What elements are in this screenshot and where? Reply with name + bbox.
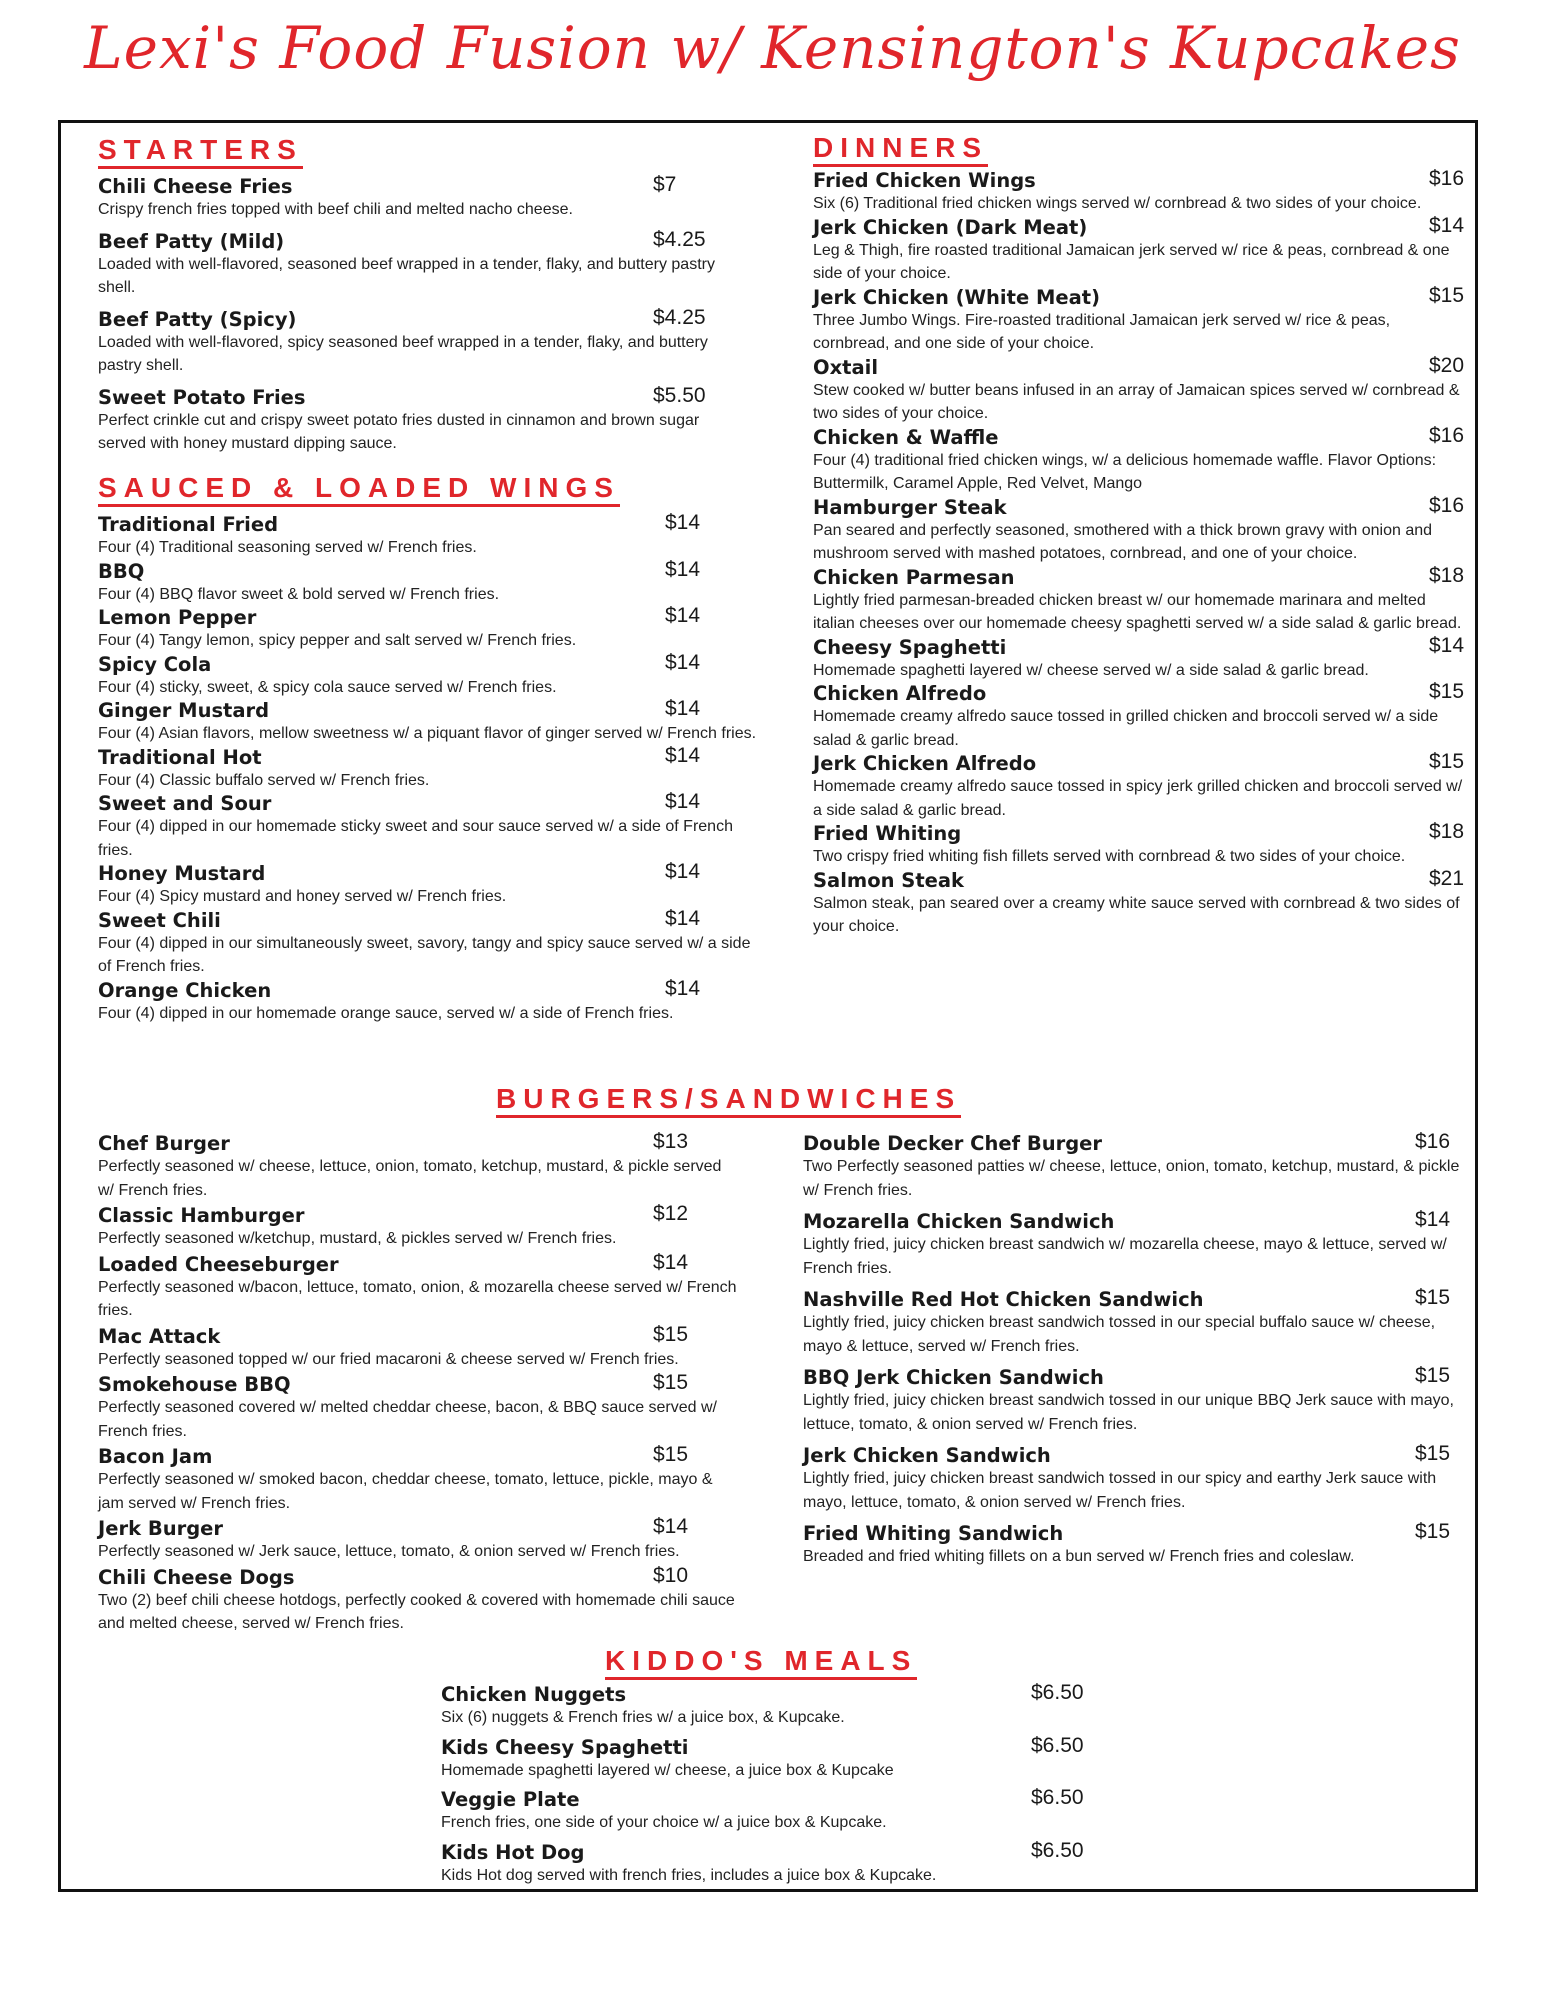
menu-item <box>98 906 760 979</box>
menu-item-name: Mozarella Chicken Sandwich <box>803 1210 1115 1233</box>
dinners-section <box>813 133 1468 939</box>
menu-item-name: Orange Chicken <box>98 978 272 1002</box>
menu-item <box>98 305 720 378</box>
menu-item-price: $14 <box>665 511 701 534</box>
menu-item-price: $20 <box>1429 353 1465 377</box>
menu-item-description: Perfectly seasoned w/ketchup, mustard, & pickles served w/ French fries. <box>98 1230 617 1247</box>
menu-item-name: Nashville Red Hot Chicken Sandwich <box>803 1288 1204 1311</box>
menu-item <box>441 1786 1084 1835</box>
menu-item-name: Ginger Mustard <box>98 699 270 722</box>
menu-item <box>813 822 1468 869</box>
menu-item-price: $14 <box>1429 633 1465 657</box>
menu-item-name: Cheesy Spaghetti <box>813 635 1007 659</box>
menu-item-description: Homemade spaghetti layered w/ cheese served w/ a side salad & garlic bread. <box>813 661 1369 679</box>
menu-item-name: Jerk Chicken (White Meat) <box>813 285 1100 309</box>
menu-item-name: Hamburger Steak <box>813 495 1007 519</box>
menu-item-description: Lightly fried parmesan-breaded chicken breast w/ our homemade marinara and melted italian cheeses over our homemade cheesy spaghetti served w/ a side salad & garlic bread. <box>813 591 1462 632</box>
menu-item-description: Homemade creamy alfredo sauce tossed in grilled chicken and broccoli served w/ a side salad & garlic bread. <box>813 708 1439 749</box>
menu-item-description: Four (4) Classic buffalo served w/ French fries. <box>98 771 430 789</box>
menu-item-price: $6.50 <box>1031 1733 1084 1757</box>
menu-item <box>803 1444 1463 1514</box>
dinners-list <box>813 169 1468 939</box>
menu-item-price: $15 <box>1429 680 1465 703</box>
menu-item-name: Spicy Cola <box>98 652 212 676</box>
menu-item-price: $14 <box>653 1250 689 1274</box>
menu-item <box>98 1204 738 1251</box>
menu-item <box>803 1366 1463 1436</box>
menu-item-price: $6.50 <box>1031 1786 1084 1809</box>
menu-item-price: $14 <box>665 906 701 930</box>
menu-item-price: $5.50 <box>653 383 706 407</box>
burgers-right-list <box>803 1132 1463 1569</box>
menu-item-description: Perfectly seasoned w/bacon, lettuce, tomato, onion, & mozarella cheese served w/ French fries. <box>98 1278 737 1319</box>
menu-item-description: Two Perfectly seasoned patties w/ cheese, lettuce, onion, tomato, ketchup, mustard, & pickle w/ French fries. <box>803 1158 1460 1199</box>
menu-item <box>813 169 1468 216</box>
menu-item <box>98 1373 738 1443</box>
menu-item-name: Chef Burger <box>98 1132 230 1155</box>
menu-item-name: Chicken Alfredo <box>813 682 987 705</box>
menu-item-name: Traditional Fried <box>98 513 279 536</box>
menu-item <box>441 1681 1084 1730</box>
menu-item-description: Perfectly seasoned w/ cheese, lettuce, onion, tomato, ketchup, mustard, & pickle served w/ French fries. <box>98 1158 722 1199</box>
restaurant-title: Lexi's Food Fusion w/ Kensington's Kupcakes <box>84 14 1461 82</box>
menu-item-price: $10 <box>653 1563 689 1587</box>
menu-item-name: Double Decker Chef Burger <box>803 1132 1103 1155</box>
menu-item-name: Chicken Nuggets <box>441 1683 627 1706</box>
menu-item-price: $15 <box>1429 283 1465 307</box>
starters-heading: STARTERS <box>98 135 303 169</box>
menu-item-price: $12 <box>653 1202 689 1225</box>
menu-item-name: Smokehouse BBQ <box>98 1373 291 1396</box>
menu-item <box>98 862 760 909</box>
menu-item-price: $15 <box>1415 1286 1451 1309</box>
menu-item-description: Lightly fried, juicy chicken breast sandwich w/ mozarella cheese, mayo & lettuce, served w/ French fries. <box>803 1236 1447 1277</box>
menu-item-description: Perfectly seasoned topped w/ our fried macaroni & cheese served w/ French fries. <box>98 1350 679 1368</box>
menu-item <box>98 976 760 1026</box>
menu-item <box>441 1838 1084 1888</box>
menu-item-price: $15 <box>653 1322 689 1346</box>
menu-item-description: Four (4) traditional fried chicken wings, w/ a delicious homemade waffle. Flavor Options: Buttermilk, Caramel Apple, Red Velvet, Mango <box>813 451 1437 492</box>
menu-item <box>98 650 760 700</box>
menu-item-description: Two crispy fried whiting fish fillets served with cornbread & two sides of your choice. <box>813 848 1406 865</box>
menu-item-description: Leg & Thigh, fire roasted traditional Jamaican jerk served w/ rice & peas, cornbread & one side of your choice. <box>813 241 1450 282</box>
menu-item <box>98 606 760 653</box>
menu-item <box>98 383 720 456</box>
menu-item <box>813 752 1468 822</box>
menu-item <box>813 283 1468 356</box>
menu-item-name: Fried Whiting <box>813 822 962 845</box>
kids-heading: KIDDO'S MEALS <box>605 1646 917 1680</box>
menu-item-description: Four (4) Spicy mustard and honey served w/ French fries. <box>98 888 507 905</box>
menu-item-price: $15 <box>1415 1520 1451 1543</box>
menu-item <box>813 423 1468 496</box>
wings-list <box>98 513 760 1025</box>
menu-item-description: Perfect crinkle cut and crispy sweet potato fries dusted in cinnamon and brown sugar served with honey mustard dipping sauce. <box>98 411 700 452</box>
menu-item <box>98 1445 738 1515</box>
menu-item <box>98 743 760 793</box>
menu-item-price: $14 <box>653 1515 689 1538</box>
starters-section <box>98 135 720 464</box>
menu-item-description: Loaded with well-flavored, spicy seasoned beef wrapped in a tender, flaky, and buttery pastry shell. <box>98 333 708 374</box>
menu-item-description: Breaded and fried whiting fillets on a bun served w/ French fries and coleslaw. <box>803 1548 1355 1565</box>
starters-list <box>98 175 720 456</box>
menu-item-name: Sweet Chili <box>98 908 221 932</box>
menu-item <box>803 1288 1463 1358</box>
dinners-heading: DINNERS <box>813 133 988 167</box>
menu-item-name: Jerk Burger <box>98 1517 224 1540</box>
menu-item <box>98 557 760 607</box>
menu-item <box>441 1733 1084 1783</box>
kids-list <box>441 1681 1084 1887</box>
menu-item-name: Jerk Chicken Alfredo <box>813 752 1037 775</box>
menu-item-description: Lightly fried, juicy chicken breast sandwich tossed in our unique BBQ Jerk sauce with mayo, lettuce, tomato, & onion served w/ French fries. <box>803 1392 1454 1433</box>
menu-item-price: $14 <box>665 697 701 720</box>
menu-item-name: Sweet and Sour <box>98 792 272 815</box>
menu-item-price: $14 <box>665 557 701 581</box>
menu-item-name: Bacon Jam <box>98 1445 213 1468</box>
menu-item-description: Pan seared and perfectly seasoned, smothered with a thick brown gravy with onion and mushroom served with mashed potatoes, cornbread, and one of your choice. <box>813 521 1433 562</box>
menu-item-price: $16 <box>1429 493 1465 517</box>
menu-item-description: Six (6) Traditional fried chicken wings served w/ cornbread & two sides of your choice. <box>813 195 1422 212</box>
menu-item-description: Perfectly seasoned covered w/ melted cheddar cheese, bacon, & BBQ sauce served w/ French fries. <box>98 1399 717 1440</box>
menu-item-price: $14 <box>665 860 701 883</box>
menu-item-description: Salmon steak, pan seared over a creamy white sauce served with cornbread & two sides of your choice. <box>813 894 1460 935</box>
menu-item <box>813 563 1468 636</box>
menu-item-name: Chili Cheese Fries <box>98 175 293 198</box>
menu-item-name: Kids Hot Dog <box>441 1840 585 1864</box>
menu-item-name: Veggie Plate <box>441 1788 580 1811</box>
menu-item-price: $16 <box>1415 1130 1451 1153</box>
menu-item <box>98 175 720 222</box>
burgers-section <box>496 1084 961 1124</box>
menu-item-name: Traditional Hot <box>98 745 262 769</box>
menu-item-price: $4.25 <box>653 305 706 329</box>
menu-item-price: $14 <box>665 976 701 1000</box>
menu-item-price: $15 <box>1415 1364 1451 1387</box>
menu-item-price: $13 <box>653 1130 689 1153</box>
wings-heading: SAUCED & LOADED WINGS <box>98 473 620 507</box>
menu-item-price: $16 <box>1429 423 1465 447</box>
menu-item-name: Classic Hamburger <box>98 1204 305 1227</box>
menu-item <box>813 633 1468 683</box>
menu-item-name: Chili Cheese Dogs <box>98 1565 295 1589</box>
menu-item-name: Salmon Steak <box>813 868 964 892</box>
menu-item-description: Perfectly seasoned w/ Jerk sauce, lettuce, tomato, & onion served w/ French fries. <box>98 1543 680 1560</box>
menu-item-description: Four (4) dipped in our simultaneously sweet, savory, tangy and spicy sauce served w/ a side of French fries. <box>98 934 751 975</box>
menu-item-price: $4.25 <box>653 227 706 251</box>
menu-item-description: Crispy french fries topped with beef chili and melted nacho cheese. <box>98 201 573 218</box>
menu-item-price: $15 <box>653 1371 689 1394</box>
menu-item <box>803 1522 1463 1569</box>
menu-item-price: $14 <box>665 743 701 767</box>
menu-item-name: Kids Cheesy Spaghetti <box>441 1735 689 1759</box>
burgers-left-column <box>98 1132 738 1638</box>
menu-item <box>98 1132 738 1202</box>
menu-item-description: Lightly fried, juicy chicken breast sandwich tossed in our special buffalo sauce w/ cheese, mayo & lettuce, served w/ French fries. <box>803 1314 1436 1355</box>
menu-item-description: Lightly fried, juicy chicken breast sandwich tossed in our spicy and earthy Jerk sauce with mayo, lettuce, tomato, & onion served w/ French fries. <box>803 1470 1437 1511</box>
kids-section <box>605 1646 917 1686</box>
menu-item-name: Fried Whiting Sandwich <box>803 1522 1064 1545</box>
menu-item-description: Four (4) Asian flavors, mellow sweetness w/ a piquant flavor of ginger served w/ French fries. <box>98 725 757 742</box>
menu-item-name: Jerk Chicken (Dark Meat) <box>813 215 1088 239</box>
menu-item-price: $14 <box>665 650 701 674</box>
menu-item-description: Homemade spaghetti layered w/ cheese, a juice box & Kupcake <box>441 1761 894 1779</box>
menu-item <box>98 1250 738 1323</box>
menu-item-price: $14 <box>1429 213 1465 237</box>
menu-item-name: BBQ Jerk Chicken Sandwich <box>803 1366 1104 1389</box>
menu-item-description: Loaded with well-flavored, seasoned beef wrapped in a tender, flaky, and buttery pastry shell. <box>98 255 715 296</box>
menu-item-name: BBQ <box>98 559 145 583</box>
menu-item-name: Loaded Cheeseburger <box>98 1252 339 1276</box>
menu-item-description: Stew cooked w/ butter beans infused in an array of Jamaican spices served w/ cornbread & two sides of your choice. <box>813 381 1460 422</box>
menu-item-name: Lemon Pepper <box>98 606 257 629</box>
menu-item <box>98 227 720 300</box>
menu-item-price: $14 <box>665 604 701 627</box>
menu-item <box>803 1210 1463 1280</box>
menu-item-description: Three Jumbo Wings. Fire-roasted traditional Jamaican jerk served w/ rice & peas, cornbread, and one side of your choice. <box>813 311 1391 352</box>
menu-item-name: Beef Patty (Spicy) <box>98 307 297 331</box>
menu-item <box>98 1517 738 1564</box>
menu-item-price: $16 <box>1429 167 1465 190</box>
menu-item-name: Sweet Potato Fries <box>98 385 306 409</box>
menu-item <box>98 792 760 862</box>
menu-item <box>813 213 1468 286</box>
menu-item-description: Kids Hot dog served with french fries, includes a juice box & Kupcake. <box>441 1866 937 1884</box>
menu-item <box>98 1563 738 1636</box>
menu-item-description: Six (6) nuggets & French fries w/ a juice box, & Kupcake. <box>441 1709 845 1726</box>
menu-item-name: Mac Attack <box>98 1324 221 1348</box>
menu-item-description: Four (4) sticky, sweet, & spicy cola sauce served w/ French fries. <box>98 678 557 696</box>
kids-column <box>441 1681 1084 1893</box>
menu-item-description: Two (2) beef chili cheese hotdogs, perfectly cooked & covered with homemade chili sauce and melted cheese, served w/ French fries. <box>98 1591 735 1632</box>
menu-item-description: Four (4) dipped in our homemade sticky sweet and sour sauce served w/ a side of French fries. <box>98 818 733 859</box>
menu-item-description: Homemade creamy alfredo sauce tossed in spicy jerk grilled chicken and broccoli served w/ a side salad & garlic bread. <box>813 778 1463 819</box>
menu-item-description: Four (4) Traditional seasoning served w/ French fries. <box>98 539 477 556</box>
menu-item-price: $6.50 <box>1031 1681 1084 1704</box>
menu-item <box>803 1132 1463 1202</box>
menu-item-price: $18 <box>1429 820 1465 843</box>
menu-item-name: Beef Patty (Mild) <box>98 229 285 253</box>
menu-item-name: Honey Mustard <box>98 862 266 885</box>
menu-item <box>813 866 1468 939</box>
menu-item-description: Four (4) BBQ flavor sweet & bold served w/ French fries. <box>98 585 500 603</box>
menu-item <box>98 513 760 560</box>
menu-item-name: Fried Chicken Wings <box>813 169 1036 192</box>
burgers-heading: BURGERS/SANDWICHES <box>496 1084 961 1118</box>
menu-item-price: $21 <box>1429 866 1465 890</box>
menu-item <box>813 353 1468 426</box>
menu-item-price: $14 <box>1415 1208 1451 1231</box>
wings-section <box>98 473 760 1025</box>
menu-item-price: $7 <box>653 173 677 196</box>
menu-item-description: Four (4) dipped in our homemade orange sauce, served w/ a side of French fries. <box>98 1004 674 1022</box>
menu-item-description: French fries, one side of your choice w/ a juice box & Kupcake. <box>441 1814 887 1831</box>
menu-item-price: $15 <box>1415 1442 1451 1465</box>
menu-item-description: Perfectly seasoned w/ smoked bacon, cheddar cheese, tomato, lettuce, pickle, mayo & jam served w/ French fries. <box>98 1471 713 1512</box>
menu-item <box>98 699 760 746</box>
menu-item-description: Four (4) Tangy lemon, spicy pepper and salt served w/ French fries. <box>98 632 577 649</box>
menu-item-price: $15 <box>653 1443 689 1466</box>
menu-item-price: $14 <box>665 790 701 813</box>
menu-item <box>98 1322 738 1372</box>
menu-item-name: Oxtail <box>813 355 879 379</box>
burgers-left-list <box>98 1132 738 1636</box>
menu-item-name: Chicken & Waffle <box>813 425 999 449</box>
menu-item-name: Jerk Chicken Sandwich <box>803 1444 1051 1467</box>
menu-item-price: $15 <box>1429 750 1465 773</box>
menu-item <box>813 493 1468 566</box>
menu-item-name: Chicken Parmesan <box>813 565 1015 589</box>
menu-item-price: $6.50 <box>1031 1838 1084 1862</box>
burgers-right-column <box>803 1132 1463 1577</box>
menu-item <box>813 682 1468 752</box>
menu-item-price: $18 <box>1429 563 1465 587</box>
